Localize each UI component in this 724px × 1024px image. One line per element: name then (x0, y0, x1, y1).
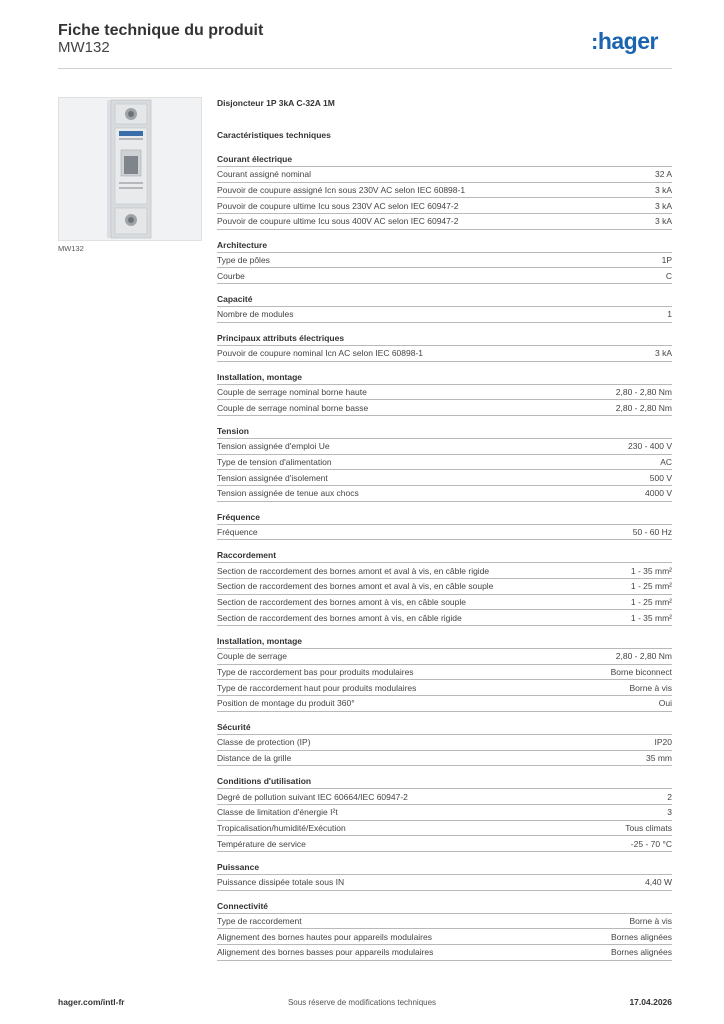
product-description: Disjoncteur 1P 3kA C-32A 1M (217, 98, 335, 108)
spec-label: Courbe (217, 270, 245, 281)
spec-row (217, 455, 672, 471)
spec-label: Courant assigné nominal (217, 169, 312, 180)
section-title: Capacité (217, 294, 672, 307)
spec-label: Section de raccordement des bornes amont et aval à vis, en câble rigide (217, 565, 490, 576)
spec-row (217, 789, 672, 805)
section-title: Conditions d'utilisation (217, 776, 672, 789)
section-title: Architecture (217, 240, 672, 253)
specs-heading: Caractéristiques techniques (217, 130, 331, 140)
spec-value: 2,80 - 2,80 Nm (615, 651, 672, 662)
product-image (58, 97, 202, 241)
spec-value: 2 (667, 791, 672, 802)
spec-section (217, 722, 672, 766)
spec-value: 3 (667, 807, 672, 818)
spec-value: 1 - 35 mm² (630, 565, 672, 576)
spec-label: Section de raccordement des bornes amont à vis, en câble rigide (217, 612, 462, 623)
spec-label: Pouvoir de coupure nominal Icn AC selon IEC 60898-1 (217, 348, 424, 359)
section-title: Raccordement (217, 550, 672, 563)
spec-section (217, 862, 672, 891)
spec-label: Distance de la grille (217, 752, 292, 763)
spec-label: Classe de protection (IP) (217, 737, 311, 748)
spec-label: Type de raccordement (217, 915, 302, 926)
spec-row (217, 525, 672, 541)
spec-value: Bornes alignées (611, 947, 672, 958)
spec-row (217, 649, 672, 665)
spec-label: Type de tension d'alimentation (217, 456, 332, 467)
spec-label: Nombre de modules (217, 309, 294, 320)
spec-section (217, 333, 672, 362)
spec-label: Type de raccordement haut pour produits modulaires (217, 682, 417, 693)
spec-value: Tous climats (625, 822, 672, 833)
spec-value: AC (660, 456, 672, 467)
section-title: Courant électrique (217, 154, 672, 167)
spec-row (217, 836, 672, 852)
spec-value: 1 (667, 309, 672, 320)
circuit-breaker-illustration (59, 98, 201, 240)
spec-label: Type de raccordement bas pour produits modulaires (217, 667, 414, 678)
spec-row (217, 696, 672, 712)
spec-label: Section de raccordement des bornes amont à vis, en câble souple (217, 597, 467, 608)
spec-row (217, 253, 672, 269)
spec-value: 4000 V (645, 488, 672, 499)
section-title: Fréquence (217, 512, 672, 525)
spec-row (217, 346, 672, 362)
spec-value: 1 - 35 mm² (630, 612, 672, 623)
spec-row (217, 751, 672, 767)
spec-label: Tension assignée d'isolement (217, 472, 328, 483)
section-title: Connectivité (217, 901, 672, 914)
spec-section (217, 512, 672, 541)
spec-value: -25 - 70 °C (630, 838, 672, 849)
spec-value: 3 kA (654, 348, 672, 359)
section-title: Sécurité (217, 722, 672, 735)
spec-row (217, 307, 672, 323)
spec-label: Pouvoir de coupure ultime Icu sous 230V AC selon IEC 60947-2 (217, 200, 459, 211)
spec-label: Couple de serrage nominal borne haute (217, 386, 367, 397)
spec-label: Couple de serrage nominal borne basse (217, 402, 369, 413)
spec-section (217, 901, 672, 961)
spec-row (217, 821, 672, 837)
spec-label: Tension assignée de tenue aux chocs (217, 488, 359, 499)
spec-row (217, 914, 672, 930)
spec-row (217, 400, 672, 416)
spec-section (217, 550, 672, 626)
page-title: Fiche technique du produit (58, 22, 264, 39)
spec-row (217, 805, 672, 821)
spec-value: 32 A (654, 169, 672, 180)
spec-value: IP20 (654, 737, 672, 748)
spec-label: Section de raccordement des bornes amont et aval à vis, en câble souple (217, 581, 494, 592)
spec-value: 3 kA (654, 185, 672, 196)
spec-value: Borne biconnect (610, 667, 672, 678)
spec-label: Classe de limitation d'énergie I²t (217, 807, 338, 818)
section-title: Puissance (217, 862, 672, 875)
spec-content (217, 96, 672, 961)
section-title: Installation, montage (217, 372, 672, 385)
spec-value: Oui (658, 698, 672, 709)
spec-row (217, 579, 672, 595)
spec-value: 2,80 - 2,80 Nm (615, 386, 672, 397)
spec-section (217, 776, 672, 852)
spec-value: 3 kA (654, 216, 672, 227)
spec-section (217, 154, 672, 230)
section-title: Installation, montage (217, 636, 672, 649)
section-title: Principaux attributs électriques (217, 333, 672, 346)
spec-section (217, 426, 672, 502)
spec-row (217, 198, 672, 214)
spec-label: Fréquence (217, 526, 258, 537)
spec-value: Borne à vis (629, 682, 672, 693)
product-reference: MW132 (58, 39, 110, 56)
section-title: Tension (217, 426, 672, 439)
footer-date: 17.04.2026 (629, 997, 672, 1007)
spec-label: Alignement des bornes hautes pour appareils modulaires (217, 931, 432, 942)
footer-disclaimer: Sous réserve de modifications techniques (287, 998, 437, 1007)
spec-row (217, 214, 672, 230)
spec-row (217, 486, 672, 502)
spec-label: Degré de pollution suivant IEC 60664/IEC 60947-2 (217, 791, 408, 802)
spec-value: 2,80 - 2,80 Nm (615, 402, 672, 413)
spec-label: Tension assignée d'emploi Ue (217, 441, 330, 452)
spec-row (217, 945, 672, 961)
spec-row (217, 385, 672, 401)
image-caption: MW132 (58, 244, 84, 253)
spec-section (217, 636, 672, 712)
spec-label: Type de pôles (217, 255, 270, 266)
spec-section (217, 240, 672, 284)
spec-row (217, 470, 672, 486)
spec-row (217, 665, 672, 681)
spec-label: Tropicalisation/humidité/Exécution (217, 822, 346, 833)
spec-value: 1P (661, 255, 672, 266)
spec-value: 35 mm (646, 752, 672, 763)
spec-row (217, 595, 672, 611)
spec-value: 230 - 400 V (628, 441, 672, 452)
spec-row (217, 563, 672, 579)
spec-row (217, 610, 672, 626)
brand-logo-text: hager (597, 28, 658, 54)
header-divider (58, 68, 672, 69)
spec-row (217, 875, 672, 891)
spec-label: Position de montage du produit 360° (217, 698, 355, 709)
spec-row (217, 268, 672, 284)
spec-section (217, 294, 672, 323)
spec-value: C (665, 270, 672, 281)
spec-value: 1 - 25 mm² (630, 597, 672, 608)
spec-label: Pouvoir de coupure ultime Icu sous 400V AC selon IEC 60947-2 (217, 216, 459, 227)
spec-section (217, 372, 672, 416)
spec-value: Bornes alignées (611, 931, 672, 942)
spec-row (217, 929, 672, 945)
spec-row (217, 167, 672, 183)
spec-label: Température de service (217, 838, 306, 849)
spec-label: Puissance dissipée totale sous IN (217, 877, 345, 888)
spec-label: Couple de serrage (217, 651, 287, 662)
spec-label: Alignement des bornes basses pour appareils modulaires (217, 947, 434, 958)
spec-value: 500 V (649, 472, 672, 483)
spec-row (217, 735, 672, 751)
footer-website: hager.com/intl-fr (58, 997, 125, 1007)
spec-sections (217, 154, 672, 961)
brand-logo: :hager (591, 28, 658, 54)
spec-value: 50 - 60 Hz (632, 526, 672, 537)
spec-label: Pouvoir de coupure assigné Icn sous 230V AC selon IEC 60898-1 (217, 185, 466, 196)
spec-value: 4,40 W (645, 877, 672, 888)
spec-row (217, 680, 672, 696)
spec-value: 3 kA (654, 200, 672, 211)
spec-value: 1 - 25 mm² (630, 581, 672, 592)
spec-value: Borne à vis (629, 915, 672, 926)
spec-row (217, 439, 672, 455)
spec-row (217, 183, 672, 199)
